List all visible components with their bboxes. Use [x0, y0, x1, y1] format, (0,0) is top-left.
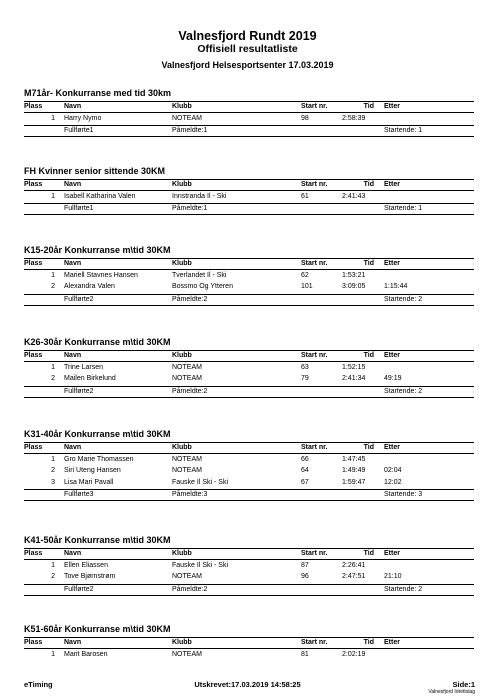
- cell-start: 64: [301, 467, 309, 475]
- result-section: [24, 429, 474, 501]
- result-section: [24, 337, 474, 398]
- section-totals: [24, 294, 474, 306]
- col-tid: Tid: [363, 444, 374, 451]
- col-start: Start nr.: [301, 181, 328, 188]
- cell-tid: 1:52:15: [342, 364, 366, 371]
- section-totals: [24, 125, 474, 137]
- col-tid: Tid: [363, 352, 374, 359]
- cell-klubb: Fauske Il Ski - Ski: [172, 478, 229, 486]
- col-etter: Etter: [384, 550, 400, 557]
- total-pameldte: Påmeldte:3: [172, 490, 208, 498]
- total-fullforte: Fullførte1: [64, 127, 94, 135]
- venue-date: Valnesfjord Helsesportsenter 17.03.2019: [161, 60, 334, 70]
- column-header: [24, 179, 474, 191]
- result-section: [24, 535, 474, 596]
- total-fullforte: Fullførte1: [64, 205, 94, 213]
- column-header: [24, 258, 474, 270]
- total-pameldte: Påmeldte:2: [172, 585, 208, 593]
- table-row: [24, 571, 474, 582]
- col-plass: Plass: [24, 103, 43, 110]
- table-row: [24, 560, 474, 571]
- total-pameldte: Påmeldte:2: [172, 387, 208, 395]
- cell-tid: 1:47:45: [342, 456, 366, 463]
- table-row: [24, 191, 474, 202]
- col-tid: Tid: [363, 550, 374, 557]
- col-etter: Etter: [384, 444, 400, 451]
- col-start: Start nr.: [301, 103, 328, 110]
- cell-start: 66: [301, 456, 309, 463]
- cell-klubb: NOTEAM: [172, 467, 202, 475]
- col-navn: Navn: [64, 181, 82, 188]
- cell-start: 63: [301, 364, 309, 371]
- total-startende: Startende: 3: [384, 490, 423, 498]
- col-klubb: Klubb: [172, 639, 192, 646]
- cell-start: 96: [301, 573, 309, 581]
- total-startende: Startende: 1: [384, 127, 423, 135]
- cell-navn: Harry Nymo: [64, 115, 102, 122]
- col-klubb: Klubb: [172, 550, 192, 557]
- total-startende: Startende: 2: [384, 585, 423, 593]
- cell-navn: Tove Bjørnstrøm: [64, 573, 116, 581]
- cell-tid: 2:41:43: [342, 193, 366, 200]
- total-fullforte: Fullførte2: [64, 295, 94, 303]
- col-klubb: Klubb: [172, 260, 192, 267]
- table-row: [24, 270, 474, 281]
- cell-klubb: Bossmo Og Ytteren: [172, 283, 233, 291]
- table-row: [24, 362, 474, 373]
- section-title: K51-60år Konkurranse m\tid 30KM: [24, 624, 171, 634]
- col-tid: Tid: [363, 260, 374, 267]
- table-row: [24, 465, 474, 476]
- section-title: K31-40år Konkurranse m\tid 30KM: [24, 429, 171, 439]
- col-tid: Tid: [363, 181, 374, 188]
- col-klubb: Klubb: [172, 352, 192, 359]
- total-pameldte: Påmeldte:1: [172, 205, 208, 213]
- cell-plass: 2: [51, 283, 55, 291]
- col-klubb: Klubb: [172, 181, 192, 188]
- total-pameldte: Påmeldte:1: [172, 127, 208, 135]
- total-pameldte: Påmeldte:2: [172, 295, 208, 303]
- cell-tid: 1:53:21: [342, 272, 366, 279]
- section-title: K41-50år Konkurranse m\tid 30KM: [24, 535, 171, 545]
- col-etter: Etter: [384, 260, 400, 267]
- col-navn: Navn: [64, 639, 82, 646]
- cell-plass: 1: [51, 456, 55, 463]
- cell-klubb: NOTEAM: [172, 573, 202, 581]
- cell-start: 67: [301, 478, 309, 486]
- cell-klubb: NOTEAM: [172, 115, 202, 122]
- cell-klubb: NOTEAM: [172, 364, 202, 371]
- col-plass: Plass: [24, 639, 43, 646]
- section-title: K15-20år Konkurranse m\tid 30KM: [24, 245, 171, 255]
- table-row: [24, 649, 474, 660]
- cell-tid: 2:26:41: [342, 562, 366, 569]
- col-plass: Plass: [24, 260, 43, 267]
- cell-plass: 1: [51, 364, 55, 371]
- cell-tid: 3:09:05: [342, 283, 366, 291]
- table-row: [24, 454, 474, 465]
- table-row: [24, 281, 474, 292]
- section-totals: [24, 203, 474, 215]
- footer-club: Valnesfjord Idrettslag: [428, 689, 475, 695]
- section-totals: [24, 584, 474, 596]
- cell-tid: 2:47:51: [342, 573, 366, 581]
- col-klubb: Klubb: [172, 444, 192, 451]
- column-header: [24, 637, 474, 649]
- total-startende: Startende: 2: [384, 295, 423, 303]
- result-section: [24, 166, 474, 215]
- cell-etter: 1:15:44: [384, 283, 408, 291]
- cell-start: 81: [301, 651, 309, 658]
- col-etter: Etter: [384, 181, 400, 188]
- cell-start: 62: [301, 272, 309, 279]
- cell-klubb: Innstranda Il - Ski: [172, 193, 227, 200]
- column-header: [24, 548, 474, 560]
- total-startende: Startende: 2: [384, 387, 423, 395]
- cell-navn: Alexandra Valen: [64, 283, 115, 291]
- cell-plass: 1: [51, 193, 55, 200]
- cell-navn: Ellen Eliassen: [64, 562, 108, 569]
- column-header: [24, 350, 474, 362]
- cell-navn: Isabell Katharina Valen: [64, 193, 136, 200]
- total-fullforte: Fullførte2: [64, 387, 94, 395]
- total-fullforte: Fullførte3: [64, 490, 94, 498]
- col-etter: Etter: [384, 352, 400, 359]
- cell-navn: Gro Marie Thomassen: [64, 456, 134, 463]
- table-row: [24, 113, 474, 124]
- cell-etter: 12:02: [384, 478, 402, 486]
- cell-plass: 2: [51, 375, 55, 383]
- col-navn: Navn: [64, 550, 82, 557]
- cell-start: 101: [301, 283, 313, 291]
- col-klubb: Klubb: [172, 103, 192, 110]
- cell-navn: Trine Larsen: [64, 364, 104, 371]
- result-section: [24, 624, 474, 660]
- cell-klubb: NOTEAM: [172, 375, 202, 383]
- result-section: [24, 88, 474, 137]
- cell-tid: 2:02:19: [342, 651, 366, 658]
- cell-plass: 3: [51, 478, 55, 486]
- table-row: [24, 373, 474, 384]
- page-title: Valnesfjord Rundt 2019: [178, 29, 317, 43]
- cell-start: 61: [301, 193, 309, 200]
- cell-plass: 2: [51, 467, 55, 475]
- col-navn: Navn: [64, 352, 82, 359]
- cell-etter: 49:19: [384, 375, 402, 383]
- col-plass: Plass: [24, 444, 43, 451]
- total-fullforte: Fullførte2: [64, 585, 94, 593]
- col-navn: Navn: [64, 103, 82, 110]
- table-row: [24, 477, 474, 488]
- col-plass: Plass: [24, 352, 43, 359]
- cell-tid: 1:49:49: [342, 467, 366, 475]
- col-start: Start nr.: [301, 260, 328, 267]
- cell-plass: 1: [51, 272, 55, 279]
- cell-tid: 2:58:39: [342, 115, 366, 122]
- cell-tid: 2:41:34: [342, 375, 366, 383]
- section-totals: [24, 386, 474, 398]
- cell-klubb: Fauske Il Ski - Ski: [172, 562, 229, 569]
- col-start: Start nr.: [301, 550, 328, 557]
- cell-start: 98: [301, 115, 309, 122]
- cell-plass: 2: [51, 573, 55, 581]
- page-subtitle: Offisiell resultatliste: [197, 43, 298, 55]
- cell-plass: 1: [51, 115, 55, 122]
- cell-start: 87: [301, 562, 309, 569]
- cell-navn: Marit Barosen: [64, 651, 108, 658]
- col-navn: Navn: [64, 260, 82, 267]
- col-plass: Plass: [24, 550, 43, 557]
- cell-navn: Lisa Mari Pavall: [64, 478, 114, 486]
- result-section: [24, 245, 474, 306]
- cell-navn: Siri Uteng Hansen: [64, 467, 121, 475]
- col-tid: Tid: [363, 639, 374, 646]
- cell-navn: Mariell Stavnes Hansen: [64, 272, 138, 279]
- section-title: K26-30år Konkurranse m\tid 30KM: [24, 337, 171, 347]
- col-start: Start nr.: [301, 444, 328, 451]
- section-totals: [24, 489, 474, 501]
- total-startende: Startende: 1: [384, 205, 423, 213]
- col-start: Start nr.: [301, 352, 328, 359]
- cell-klubb: Tverlandet Il - Ski: [172, 272, 227, 279]
- cell-tid: 1:59:47: [342, 478, 366, 486]
- col-navn: Navn: [64, 444, 82, 451]
- cell-plass: 1: [51, 562, 55, 569]
- cell-klubb: NOTEAM: [172, 651, 202, 658]
- cell-start: 79: [301, 375, 309, 383]
- cell-etter: 21:10: [384, 573, 402, 581]
- cell-plass: 1: [51, 651, 55, 658]
- cell-navn: Mailen Birkelund: [64, 375, 116, 383]
- footer-printed: Utskrevet:17.03.2019 14:58:25: [194, 680, 301, 689]
- col-etter: Etter: [384, 639, 400, 646]
- cell-etter: 02:04: [384, 467, 402, 475]
- col-tid: Tid: [363, 103, 374, 110]
- col-etter: Etter: [384, 103, 400, 110]
- section-title: FH Kvinner senior sittende 30KM: [24, 166, 166, 176]
- footer-software: eTiming: [24, 680, 53, 689]
- column-header: [24, 442, 474, 454]
- column-header: [24, 101, 474, 113]
- cell-klubb: NOTEAM: [172, 456, 202, 463]
- footer-page: Side:1: [452, 680, 475, 689]
- col-plass: Plass: [24, 181, 43, 188]
- col-start: Start nr.: [301, 639, 328, 646]
- section-title: M71år- Konkurranse med tid 30km: [24, 88, 172, 98]
